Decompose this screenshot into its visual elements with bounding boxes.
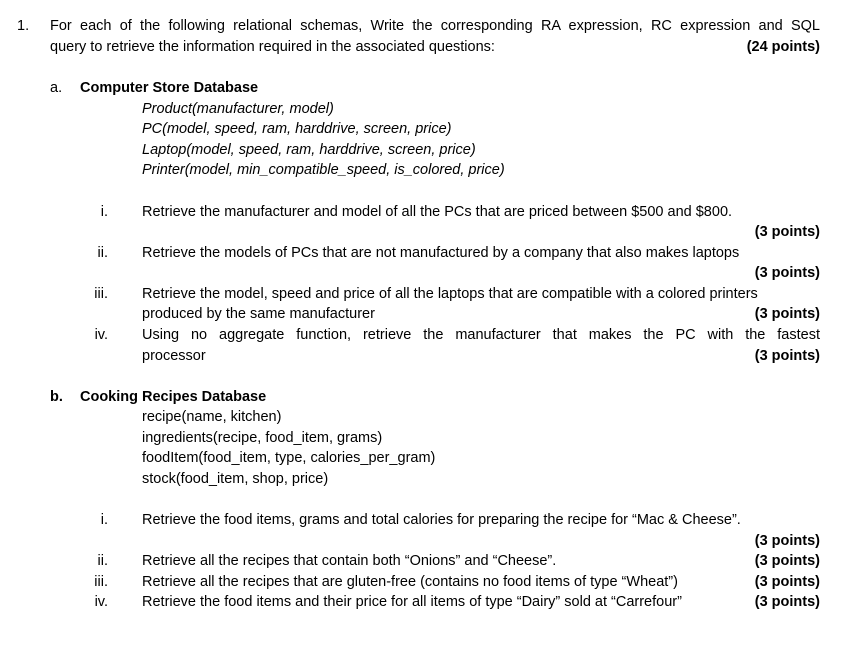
item-text: Retrieve the food items, grams and total calories for preparing the recipe for “Mac & Cheese”. <box>142 512 741 528</box>
schema-printer: Printer(model, min_compatible_speed, is_colored, price) <box>142 162 505 178</box>
item-number: iii. <box>94 286 108 302</box>
schema-laptop: Laptop(model, speed, ram, harddrive, screen, price) <box>142 142 476 158</box>
item-text: Retrieve the models of PCs that are not manufactured by a company that also makes laptops <box>142 245 740 261</box>
item-text: Using no aggregate function, retrieve the manufacturer that makes the PC with the fastest <box>142 327 820 343</box>
item-points: (3 points) <box>754 265 820 281</box>
item-text-continued: processor <box>142 348 206 364</box>
part-b-label: b. <box>50 389 63 405</box>
item-text: Retrieve all the recipes that are gluten-free (contains no food items of type “Wheat”) <box>142 574 678 590</box>
item-points: (3 points) <box>754 224 820 240</box>
part-a-label: a. <box>50 80 63 96</box>
item-points: (3 points) <box>754 574 820 590</box>
item-text: Retrieve all the recipes that contain both “Onions” and “Cheese”. <box>142 553 557 569</box>
schema-fooditem: foodItem(food_item, type, calories_per_gram) <box>142 450 436 466</box>
item-number: iv. <box>94 327 108 343</box>
schema-stock: stock(food_item, shop, price) <box>142 471 329 487</box>
item-text: Retrieve the food items and their price for all items of type “Dairy” sold at “Carrefour” <box>142 594 682 610</box>
item-text: Retrieve the manufacturer and model of all the PCs that are priced between $500 and $800. <box>142 204 733 220</box>
item-points: (3 points) <box>754 306 820 322</box>
item-number: ii. <box>97 553 108 569</box>
item-points: (3 points) <box>754 594 820 610</box>
item-points: (3 points) <box>754 533 820 549</box>
item-number: i. <box>100 512 108 528</box>
part-a-title: Computer Store Database <box>80 80 259 96</box>
item-number: i. <box>100 204 108 220</box>
item-number: iii. <box>94 574 108 590</box>
item-text: Retrieve the model, speed and price of all the laptops that are compatible with a colored printers <box>142 286 758 302</box>
schema-recipe: recipe(name, kitchen) <box>142 409 282 425</box>
item-number: iv. <box>94 594 108 610</box>
item-number: ii. <box>97 245 108 261</box>
schema-pc: PC(model, speed, ram, harddrive, screen, price) <box>142 121 452 137</box>
item-points: (3 points) <box>754 348 820 364</box>
schema-ingredients: ingredients(recipe, food_item, grams) <box>142 430 383 446</box>
schema-product: Product(manufacturer, model) <box>142 101 334 117</box>
question-text-line1: For each of the following relational schemas, Write the corresponding RA expression, RC expression and SQL <box>50 18 820 34</box>
item-text-continued: produced by the same manufacturer <box>142 306 375 322</box>
part-b-title: Cooking Recipes Database <box>80 389 267 405</box>
question-points: (24 points) <box>746 39 820 55</box>
question-number: 1. <box>17 18 30 34</box>
question-text-line2: query to retrieve the information required in the associated questions: <box>50 39 495 55</box>
item-points: (3 points) <box>754 553 820 569</box>
